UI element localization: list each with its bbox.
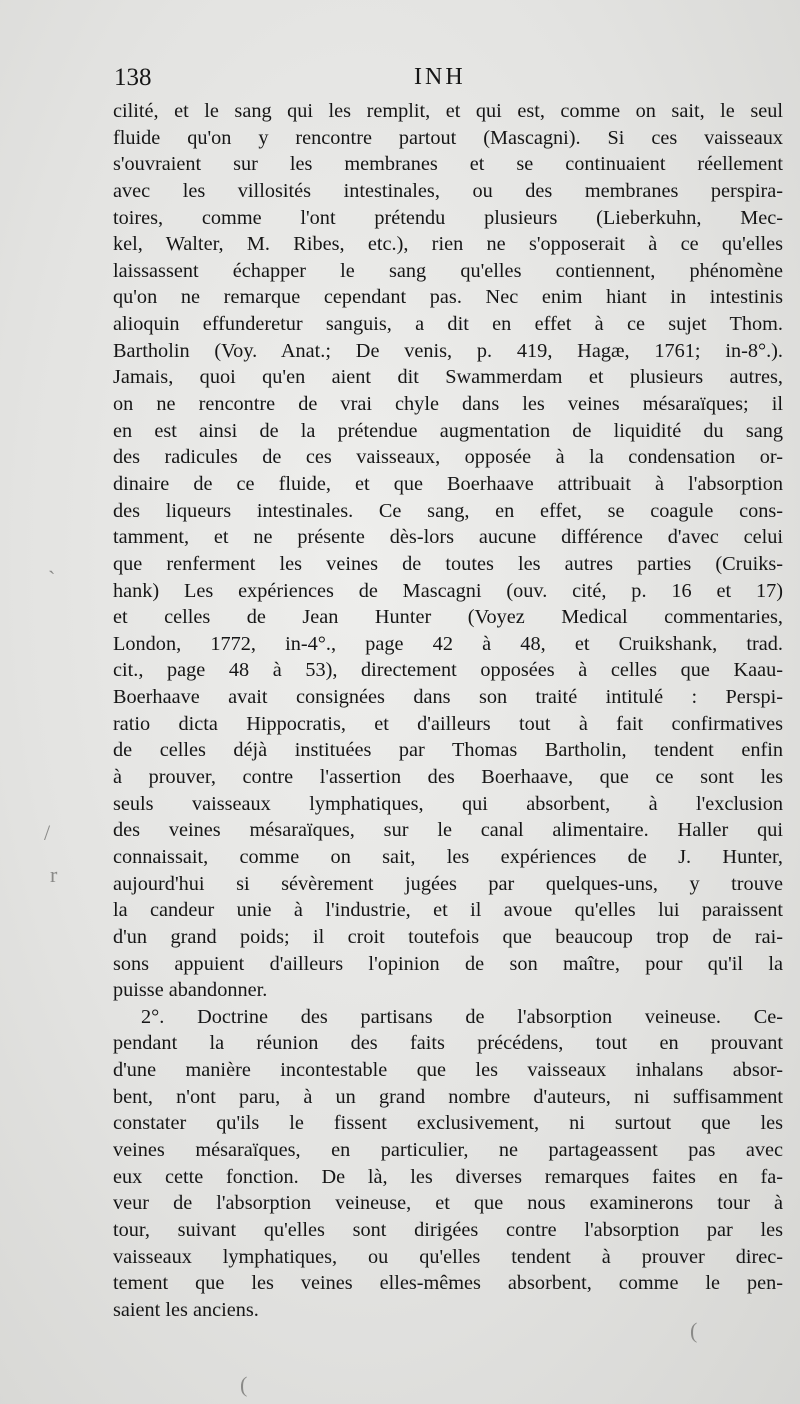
text-line: hank) Les expériences de Mascagni (ouv. cité, p. 16 et 17)	[113, 579, 783, 602]
text-line: aujourd'hui si sévèrement jugées par quelques-uns, y trouve	[113, 872, 783, 895]
text-line: puisse abandonner.	[113, 979, 268, 1002]
text-line: cilité, et le sang qui les remplit, et qui est, comme on sait, le seul	[113, 100, 783, 122]
text-line: on ne rencontre de vrai chyle dans les veines mésaraïques; il	[113, 393, 783, 416]
text-line: d'un grand poids; il croit toutefois que beaucoup trop de rai-	[113, 925, 783, 948]
text-line: des liqueurs intestinales. Ce sang, en effet, se coagule cons-	[113, 499, 783, 522]
text-line: à prouver, contre l'assertion des Boerhaave, que ce sont les	[113, 766, 783, 789]
body-text	[113, 98, 783, 1323]
text-line: cit., page 48 à 53), directement opposées à celles que Kaau-	[113, 659, 783, 682]
text-line: dinaire de ce fluide, et que Boerhaave attribuait à l'absorption	[113, 472, 783, 495]
text-line: seuls vaisseaux lymphatiques, qui absorbent, à l'exclusion	[113, 792, 783, 815]
text-line: des veines mésaraïques, sur le canal alimentaire. Haller qui	[113, 819, 783, 842]
text-line: et celles de Jean Hunter (Voyez Medical commentaries,	[113, 606, 783, 629]
text-line: avec les villosités intestinales, ou des membranes perspira-	[113, 179, 783, 202]
text-line: 2°. Doctrine des partisans de l'absorption veineuse. Ce-	[141, 1005, 783, 1028]
text-line: fluide qu'on y rencontre partout (Mascagni). Si ces vaisseaux	[113, 126, 783, 149]
text-line: s'ouvraient sur les membranes et se continuaient réellement	[113, 153, 783, 176]
text-line: d'une manière incontestable que les vaisseaux inhalans absor-	[113, 1059, 783, 1082]
text-line: des radicules de ces vaisseaux, opposée à la condensation or-	[113, 446, 783, 469]
text-line: Boerhaave avait consignées dans son traité intitulé : Perspi-	[113, 686, 783, 709]
text-line: que renferment les veines de toutes les autres parties (Cruiks-	[113, 552, 783, 575]
text-line: London, 1772, in-4°., page 42 à 48, et Cruikshank, trad.	[113, 632, 783, 655]
text-line: constater qu'ils le fissent exclusivement, ni surtout que les	[113, 1112, 783, 1135]
text-line: kel, Walter, M. Ribes, etc.), rien ne s'opposerait à ce qu'elles	[113, 233, 783, 256]
text-line: vaisseaux lymphatiques, ou qu'elles tendent à prouver direc-	[113, 1245, 783, 1268]
text-line: veines mésaraïques, en particulier, ne partageassent pas avec	[113, 1138, 783, 1161]
text-line: connaissait, comme on sait, les expériences de J. Hunter,	[113, 845, 783, 868]
text-line: alioquin effunderetur sanguis, a dit en effet à ce sujet Thom.	[113, 313, 783, 336]
text-line: sons appuient d'ailleurs l'opinion de son maître, pour qu'il la	[113, 952, 783, 975]
text-line: laissassent échapper le sang qu'elles contiennent, phénomène	[113, 259, 783, 282]
text-line: ratio dicta Hippocratis, et d'ailleurs tout à fait confirmatives	[113, 712, 783, 735]
text-line: veur de l'absorption veineuse, et que nous examinerons tour à	[113, 1192, 783, 1215]
text-line: qu'on ne remarque cependant pas. Nec enim hiant in intestinis	[113, 286, 783, 309]
text-line: toires, comme l'ont prétendu plusieurs (Lieberkuhn, Mec-	[113, 206, 783, 229]
margin-blemish-mark: r	[50, 862, 58, 887]
text-line: pendant la réunion des faits précédens, tout en prouvant	[113, 1032, 783, 1055]
text-line: saient les anciens.	[113, 1298, 259, 1321]
margin-blemish-mark: /	[44, 820, 51, 845]
page-number: 138	[114, 64, 152, 91]
text-line: en est ainsi de la prétendue augmentation de liquidité du sang	[113, 419, 783, 442]
text-line: la candeur unie à l'industrie, et il avoue qu'elles lui paraissent	[113, 899, 783, 922]
running-head-word: INH	[414, 64, 466, 90]
text-line: eux cette fonction. De là, les diverses remarques faites en fa-	[113, 1165, 783, 1188]
text-line: tement que les veines elles-mêmes absorbent, comme le pen-	[113, 1272, 783, 1295]
text-line: tamment, et ne présente dès-lors aucune différence d'avec celui	[113, 526, 783, 549]
margin-blemish-mark: (	[240, 1372, 248, 1397]
text-line: tour, suivant qu'elles sont dirigées contre l'absorption par les	[113, 1218, 783, 1241]
text-line: de celles déjà instituées par Thomas Bartholin, tendent enfin	[113, 739, 783, 762]
margin-blemish-mark: (	[690, 1318, 698, 1343]
margin-blemish-mark: `	[48, 566, 56, 591]
running-head	[114, 64, 776, 100]
text-line: Jamais, quoi qu'en aient dit Swammerdam et plusieurs autres,	[113, 366, 783, 389]
text-line: bent, n'ont paru, à un grand nombre d'auteurs, ni suffisamment	[113, 1085, 783, 1108]
text-line: Bartholin (Voy. Anat.; De venis, p. 419, Hagæ, 1761; in-8°.).	[113, 339, 783, 362]
